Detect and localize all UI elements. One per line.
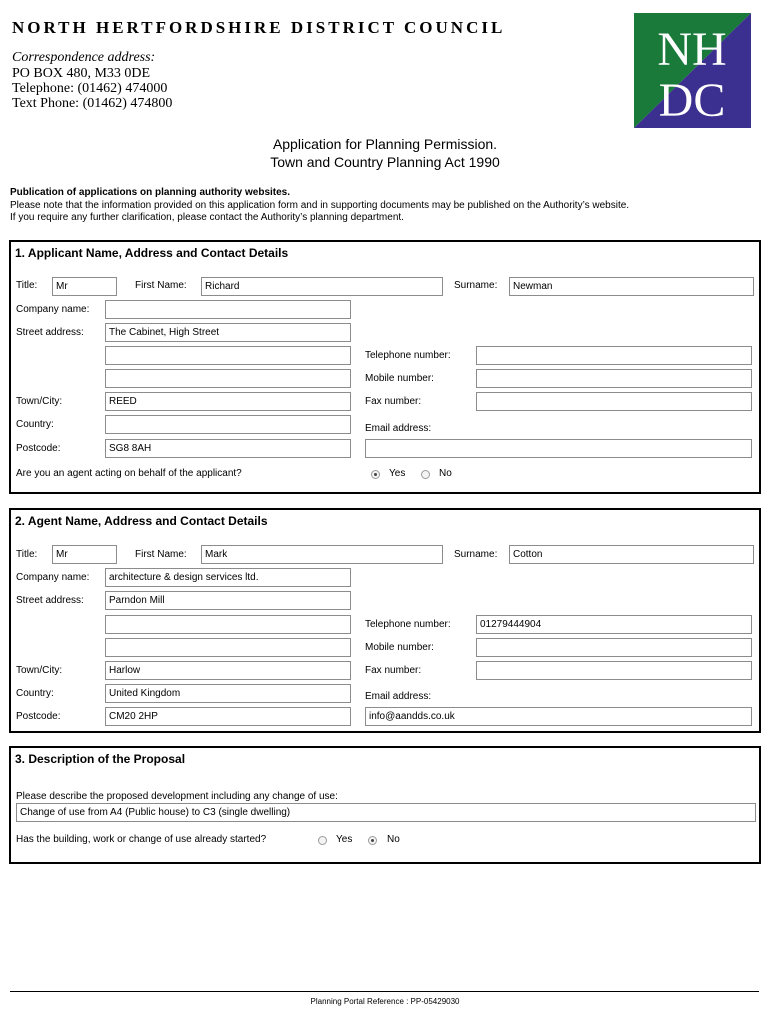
council-name: NORTH HERTFORDSHIRE DISTRICT COUNCIL xyxy=(12,18,506,37)
telephone-label: Telephone number: xyxy=(365,350,451,361)
publication-heading: Publication of applications on planning authority websites. xyxy=(10,187,291,198)
started-yes-radio[interactable] xyxy=(318,836,327,845)
applicant-town-field[interactable]: REED xyxy=(105,392,351,411)
started-yes-label: Yes xyxy=(336,834,353,845)
publication-clarification: If you require any further clarification, please contact the Authority’s planning department. xyxy=(10,212,404,223)
title-label: Title: xyxy=(16,280,38,291)
proposal-description-field[interactable]: Change of use from A4 (Public house) to C3 (single dwelling) xyxy=(16,803,756,822)
applicant-country-field[interactable] xyxy=(105,415,351,434)
section-title: 2. Agent Name, Address and Contact Details xyxy=(15,514,268,528)
street-label: Street address: xyxy=(16,595,84,606)
applicant-title-field[interactable]: Mr xyxy=(52,277,117,296)
applicant-street3-field[interactable] xyxy=(105,369,351,388)
section-title: 1. Applicant Name, Address and Contact Details xyxy=(15,246,289,260)
agent-surname-field[interactable]: Cotton xyxy=(509,545,754,564)
section-title: 3. Description of the Proposal xyxy=(15,752,186,766)
agent-no-label: No xyxy=(439,468,452,479)
applicant-mobile-field[interactable] xyxy=(476,369,752,388)
started-no-radio[interactable] xyxy=(368,836,377,845)
mobile-label: Mobile number: xyxy=(365,373,434,384)
agent-street3-field[interactable] xyxy=(105,638,351,657)
logo-text-bottom: DC xyxy=(658,74,726,127)
agent-section xyxy=(9,508,761,733)
agent-email-field[interactable]: info@aandds.co.uk xyxy=(365,707,752,726)
postcode-label: Postcode: xyxy=(16,711,61,722)
country-label: Country: xyxy=(16,419,54,430)
surname-label: Surname: xyxy=(454,549,498,560)
street-label: Street address: xyxy=(16,327,84,338)
agent-question: Are you an agent acting on behalf of the applicant? xyxy=(16,468,242,479)
agent-fax-field[interactable] xyxy=(476,661,752,680)
email-label: Email address: xyxy=(365,423,432,434)
correspondence-title: Correspondence address: xyxy=(12,50,156,65)
postcode-label: Postcode: xyxy=(16,443,61,454)
started-no-label: No xyxy=(387,834,400,845)
form-title: Application for Planning Permission. xyxy=(272,136,498,152)
agent-no-radio[interactable] xyxy=(421,470,430,479)
agent-title-field[interactable]: Mr xyxy=(52,545,117,564)
form-subtitle: Town and Country Planning Act 1990 xyxy=(270,154,500,170)
applicant-telephone-field[interactable] xyxy=(476,346,752,365)
agent-mobile-field[interactable] xyxy=(476,638,752,657)
company-label: Company name: xyxy=(16,304,90,315)
applicant-surname-field[interactable]: Newman xyxy=(509,277,754,296)
describe-label: Please describe the proposed development including any change of use: xyxy=(16,791,338,802)
applicant-fax-field[interactable] xyxy=(476,392,752,411)
agent-country-field[interactable]: United Kingdom xyxy=(105,684,351,703)
company-label: Company name: xyxy=(16,572,90,583)
agent-yes-label: Yes xyxy=(389,468,406,479)
applicant-street1-field[interactable]: The Cabinet, High Street xyxy=(105,323,351,342)
address-line: PO BOX 480, M33 0DE xyxy=(12,66,151,81)
planning-portal-reference: Planning Portal Reference : PP-05429030 xyxy=(310,997,460,1006)
first-name-label: First Name: xyxy=(135,549,187,560)
town-label: Town/City: xyxy=(16,665,63,676)
agent-yes-radio[interactable] xyxy=(371,470,380,479)
applicant-postcode-field[interactable]: SG8 8AH xyxy=(105,439,351,458)
town-label: Town/City: xyxy=(16,396,63,407)
title-label: Title: xyxy=(16,549,38,560)
country-label: Country: xyxy=(16,688,54,699)
agent-postcode-field[interactable]: CM20 2HP xyxy=(105,707,351,726)
mobile-label: Mobile number: xyxy=(365,642,434,653)
proposal-section xyxy=(9,746,761,864)
footer-divider xyxy=(10,991,759,992)
agent-company-field[interactable]: architecture & design services ltd. xyxy=(105,568,351,587)
agent-telephone-field[interactable]: 01279444904 xyxy=(476,615,752,634)
fax-label: Fax number: xyxy=(365,396,422,407)
fax-label: Fax number: xyxy=(365,665,422,676)
email-label: Email address: xyxy=(365,691,432,702)
publication-note: Please note that the information provided on this application form and in supporting documents may be published on the Authority’s website. xyxy=(10,200,630,211)
started-question: Has the building, work or change of use already started? xyxy=(16,834,267,845)
applicant-street2-field[interactable] xyxy=(105,346,351,365)
agent-town-field[interactable]: Harlow xyxy=(105,661,351,680)
agent-first-name-field[interactable]: Mark xyxy=(201,545,443,564)
telephone-label: Telephone number: xyxy=(365,619,451,630)
applicant-email-field[interactable] xyxy=(365,439,752,458)
telephone-line: Telephone: (01462) 474000 xyxy=(12,81,168,96)
applicant-section xyxy=(9,240,761,494)
agent-street1-field[interactable]: Parndon Mill xyxy=(105,591,351,610)
nhdc-logo xyxy=(634,13,751,128)
first-name-label: First Name: xyxy=(135,280,187,291)
applicant-company-field[interactable] xyxy=(105,300,351,319)
applicant-first-name-field[interactable]: Richard xyxy=(201,277,443,296)
agent-street2-field[interactable] xyxy=(105,615,351,634)
textphone-line: Text Phone: (01462) 474800 xyxy=(12,96,173,111)
surname-label: Surname: xyxy=(454,280,498,291)
logo-text-top: NH xyxy=(657,23,727,76)
